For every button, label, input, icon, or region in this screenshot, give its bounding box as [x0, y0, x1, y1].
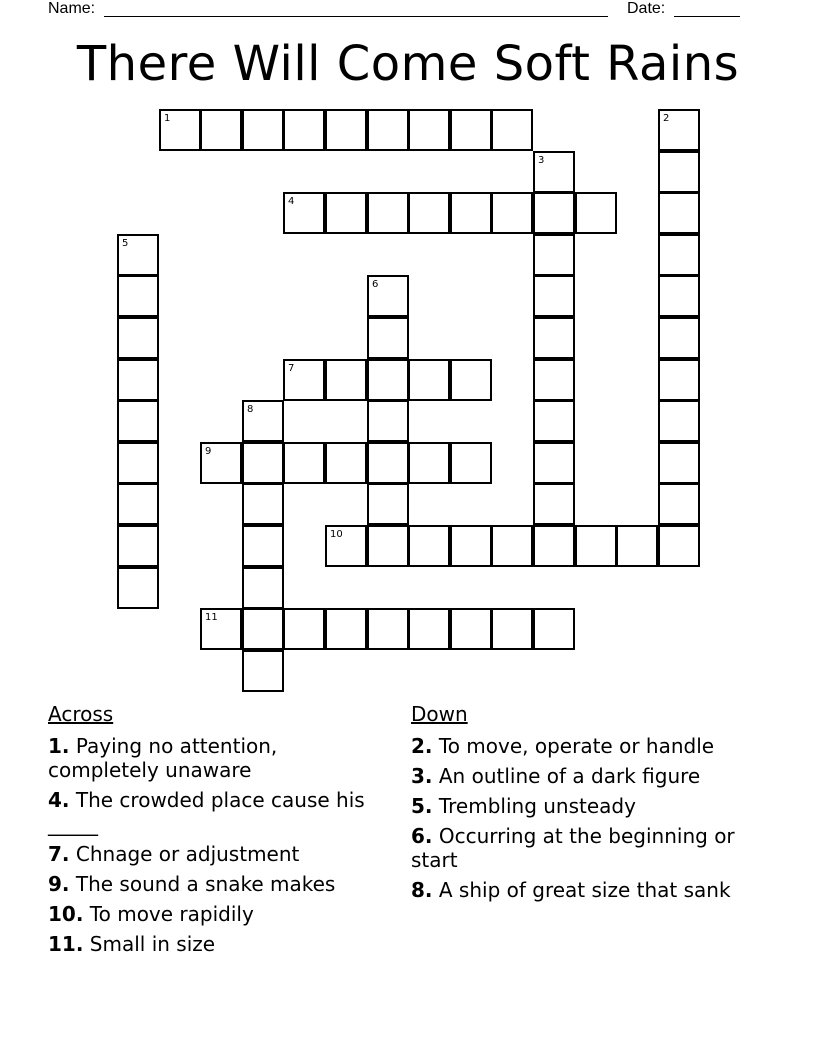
grid-cell[interactable] — [450, 442, 492, 484]
grid-cell[interactable] — [450, 109, 492, 151]
grid-cell[interactable] — [283, 192, 325, 234]
grid-cell[interactable] — [242, 608, 284, 650]
down-heading: Down — [411, 702, 468, 726]
grid-cell[interactable] — [283, 109, 325, 151]
grid-cell[interactable] — [491, 608, 533, 650]
down-clue — [411, 878, 756, 902]
grid-cell[interactable] — [450, 608, 492, 650]
grid-cell[interactable] — [658, 109, 700, 151]
page-title: There Will Come Soft Rains — [76, 36, 740, 92]
grid-cell[interactable] — [408, 192, 450, 234]
grid-cell[interactable] — [533, 359, 575, 401]
across-clue — [48, 842, 378, 866]
clue-text: The crowded place cause his _____ — [48, 788, 365, 836]
grid-cell[interactable] — [616, 525, 658, 567]
cell-number: 6 — [372, 279, 379, 290]
clue-text: An outline of a dark figure — [438, 764, 701, 788]
grid-cell[interactable] — [367, 483, 409, 525]
grid-cell[interactable] — [491, 192, 533, 234]
grid-cell[interactable] — [658, 442, 700, 484]
clue-text: To move rapidily — [89, 902, 254, 926]
grid-cell[interactable] — [367, 442, 409, 484]
cell-number: 4 — [288, 196, 295, 207]
grid-cell[interactable] — [117, 317, 159, 359]
grid-cell[interactable] — [408, 608, 450, 650]
clue-number: 3. — [411, 764, 433, 788]
across-clues — [48, 700, 378, 962]
grid-cell[interactable] — [533, 275, 575, 317]
grid-cell[interactable] — [117, 359, 159, 401]
down-clue — [411, 764, 756, 788]
grid-cell[interactable] — [242, 483, 284, 525]
grid-cell[interactable] — [491, 109, 533, 151]
grid-cell[interactable] — [325, 109, 367, 151]
grid-cell[interactable] — [575, 525, 617, 567]
clue-number: 5. — [411, 794, 433, 818]
cell-number: 11 — [205, 612, 218, 623]
grid-cell[interactable] — [242, 567, 284, 609]
grid-cell[interactable] — [325, 359, 367, 401]
clue-text: Trembling unsteady — [438, 794, 636, 818]
grid-cell[interactable] — [533, 525, 575, 567]
grid-cell[interactable] — [408, 109, 450, 151]
grid-cell[interactable] — [117, 400, 159, 442]
grid-cell[interactable] — [200, 442, 242, 484]
grid-cell[interactable] — [242, 525, 284, 567]
grid-cell[interactable] — [658, 525, 700, 567]
grid-cell[interactable] — [367, 275, 409, 317]
cell-number: 7 — [288, 363, 295, 374]
grid-cell[interactable] — [408, 442, 450, 484]
grid-cell[interactable] — [367, 525, 409, 567]
grid-cell[interactable] — [533, 442, 575, 484]
down-clue — [411, 794, 756, 818]
grid-cell[interactable] — [200, 608, 242, 650]
cell-number: 10 — [330, 529, 343, 540]
cell-number: 8 — [247, 404, 254, 415]
clue-text: Occurring at the beginning or start — [411, 824, 735, 872]
grid-cell[interactable] — [533, 234, 575, 276]
cell-number: 3 — [538, 155, 545, 166]
grid-cell[interactable] — [658, 192, 700, 234]
clue-number: 6. — [411, 824, 433, 848]
grid-cell[interactable] — [325, 192, 367, 234]
grid-cell[interactable] — [367, 317, 409, 359]
grid-cell[interactable] — [117, 275, 159, 317]
across-clue — [48, 734, 378, 782]
grid-cell[interactable] — [283, 608, 325, 650]
clue-text: A ship of great size that sank — [438, 878, 731, 902]
grid-cell[interactable] — [242, 109, 284, 151]
clue-number: 7. — [48, 842, 70, 866]
grid-cell[interactable] — [658, 151, 700, 193]
grid-cell[interactable] — [367, 400, 409, 442]
across-clue — [48, 902, 378, 926]
grid-cell[interactable] — [450, 359, 492, 401]
clue-text: Small in size — [89, 932, 216, 956]
grid-cell[interactable] — [159, 109, 201, 151]
grid-cell[interactable] — [117, 234, 159, 276]
grid-cell[interactable] — [367, 359, 409, 401]
down-clue — [411, 824, 756, 872]
cell-number: 9 — [205, 446, 212, 457]
grid-cell[interactable] — [533, 317, 575, 359]
across-clue — [48, 788, 378, 836]
grid-cell[interactable] — [450, 192, 492, 234]
grid-cell[interactable] — [658, 400, 700, 442]
grid-cell[interactable] — [242, 400, 284, 442]
clue-number: 9. — [48, 872, 70, 896]
grid-cell[interactable] — [117, 567, 159, 609]
grid-cell[interactable] — [533, 608, 575, 650]
grid-cell[interactable] — [325, 608, 367, 650]
cell-number: 5 — [122, 238, 129, 249]
grid-cell[interactable] — [117, 483, 159, 525]
grid-cell[interactable] — [533, 400, 575, 442]
clue-text: Chnage or adjustment — [75, 842, 300, 866]
grid-cell[interactable] — [283, 442, 325, 484]
grid-cell[interactable] — [200, 109, 242, 151]
clue-text: The sound a snake makes — [75, 872, 336, 896]
across-clue — [48, 932, 378, 956]
grid-cell[interactable] — [491, 525, 533, 567]
grid-cell[interactable] — [117, 442, 159, 484]
across-clue — [48, 872, 378, 896]
grid-cell[interactable] — [408, 359, 450, 401]
grid-cell[interactable] — [575, 192, 617, 234]
clue-text: Paying no attention, completely unaware — [48, 734, 278, 782]
clue-number: 4. — [48, 788, 70, 812]
across-heading: Across — [48, 702, 114, 726]
clue-text: To move, operate or handle — [438, 734, 715, 758]
cell-number: 2 — [663, 113, 670, 124]
grid-cell[interactable] — [533, 151, 575, 193]
grid-cell[interactable] — [367, 109, 409, 151]
grid-cell[interactable] — [658, 317, 700, 359]
clue-number: 1. — [48, 734, 70, 758]
name-label: Name: — [48, 0, 96, 17]
clue-number: 11. — [48, 932, 84, 956]
down-clues — [411, 700, 756, 908]
grid-cell[interactable] — [325, 525, 367, 567]
clue-number: 8. — [411, 878, 433, 902]
clue-number: 2. — [411, 734, 433, 758]
date-label: Date: — [627, 0, 666, 17]
grid-cell[interactable] — [533, 483, 575, 525]
grid-cell[interactable] — [658, 234, 700, 276]
grid-cell[interactable] — [242, 442, 284, 484]
grid-cell[interactable] — [408, 525, 450, 567]
grid-cell[interactable] — [658, 359, 700, 401]
grid-cell[interactable] — [658, 483, 700, 525]
grid-cell[interactable] — [283, 359, 325, 401]
grid-cell[interactable] — [367, 608, 409, 650]
down-clue — [411, 734, 756, 758]
grid-cell[interactable] — [242, 650, 284, 692]
cell-number: 1 — [164, 113, 171, 124]
grid-cell[interactable] — [450, 525, 492, 567]
grid-cell[interactable] — [533, 192, 575, 234]
grid-cell[interactable] — [117, 525, 159, 567]
grid-cell[interactable] — [367, 192, 409, 234]
grid-cell[interactable] — [325, 442, 367, 484]
clue-number: 10. — [48, 902, 84, 926]
grid-cell[interactable] — [658, 275, 700, 317]
